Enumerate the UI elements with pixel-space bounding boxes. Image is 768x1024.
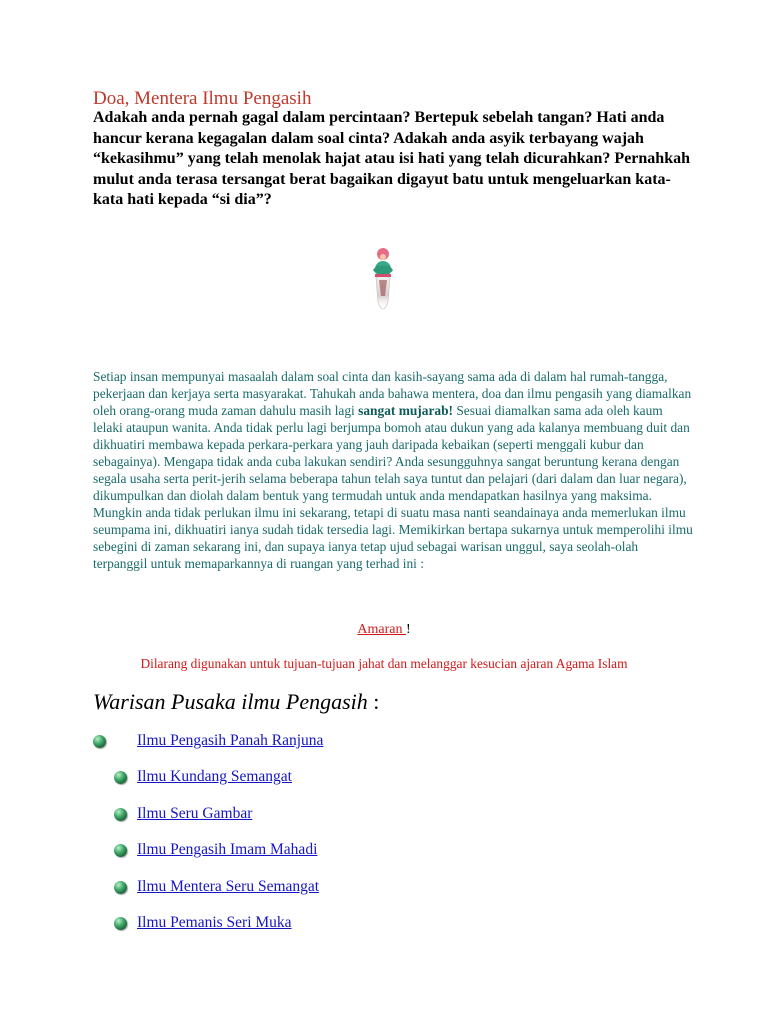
section-heading [93, 688, 379, 716]
green-sphere-bullet-icon [93, 735, 106, 748]
body-paragraph [93, 368, 693, 572]
green-sphere-bullet-icon [114, 808, 127, 821]
link-ilmu-pemanis-seri-muka[interactable]: Ilmu Pemanis Seri Muka [137, 914, 292, 931]
body-paragraph-emphasis: sangat mujarab! [358, 403, 453, 418]
amaran-exclamation: ! [405, 622, 411, 637]
body-paragraph-part1: Setiap insan mempunyai masaalah dalam soal cinta dan kasih-sayang sama ada di dalam hal rumah-tangga, pekerjaan dan kerjaya serta masyarakat. Tahukah anda bahawa mentera, doa dan ilmu pengasih yang diamalkan oleh orang-orang muda zaman dahulu masih lagi [93, 369, 692, 418]
green-sphere-bullet-icon [114, 771, 127, 784]
praying-figure-icon [363, 244, 403, 316]
amaran-link[interactable]: Amaran [357, 622, 406, 637]
link-ilmu-seru-gambar[interactable]: Ilmu Seru Gambar [137, 805, 253, 822]
green-sphere-bullet-icon [114, 881, 127, 894]
page-title: Doa, Mentera Ilmu Pengasih [93, 88, 312, 109]
link-ilmu-mentera-seru-semangat[interactable]: Ilmu Mentera Seru Semangat [137, 878, 320, 895]
warning-text: Dilarang digunakan untuk tujuan-tujuan jahat dan melanggar kesucian ajaran Agama Islam [140, 656, 628, 671]
link-ilmu-kundang-semangat[interactable]: Ilmu Kundang Semangat [137, 768, 292, 785]
section-heading-colon: : [367, 689, 380, 714]
green-sphere-bullet-icon [114, 917, 127, 930]
intro-paragraph: Adakah anda pernah gagal dalam percintaan? Bertepuk sebelah tangan? Hati anda hancur kerana kegagalan dalam soal cinta? Adakah anda asyik terbayang wajah “kekasihmu” yang telah menolak hajat atau isi hati yang telah dicurahkan? Pernahkah mulut anda terasa tersangat berat bagaikan digayut batu untuk mengeluarkan kata-kata hati kepada “si dia”? [93, 109, 690, 208]
amaran-line [0, 622, 768, 638]
link-ilmu-pengasih-imam-mahadi[interactable]: Ilmu Pengasih Imam Mahadi [137, 841, 318, 858]
section-heading-text: Warisan Pusaka ilmu Pengasih [93, 689, 368, 714]
body-paragraph-part2: Sesuai diamalkan sama ada oleh kaum lelaki ataupun wanita. Anda tidak perlu lagi berjumpa bomoh atau dukun yang ada kalanya membuang duit dan dikhuatiri membawa kepada perkara-perkara yang jauh daripada kebaikan (seperti menggali kubur dan sebagainya). Mengapa tidak anda cuba lakukan sendiri? Anda sesungguhnya sangat beruntung kerana dengan segala usaha serta perit-jerih selama beberapa tahun telah saya tuntut dan pelajari (dari dalam dan luar negara), dikumpulkan dan diolah dalam bentuk yang termudah untuk anda mendapatkan hasilnya yang maksima. Mungkin anda tidak perlukan ilmu ini sekarang, tetapi di suatu masa nanti seandainaya anda memerlukan ilmu seumpama ini, dikhuatiri ianya sudah tidak tersedia lagi. Memikirkan bertapa sukarnya untuk memperolihi ilmu sebegini di zaman sekarang ini, dan supaya ianya tetap ujud sebagai warisan unggul, saya seolah-olah terpanggil untuk memaparkannya di ruangan yang terhad ini : [93, 403, 693, 571]
green-sphere-bullet-icon [114, 844, 127, 857]
link-ilmu-pengasih-panah-ranjuna[interactable]: Ilmu Pengasih Panah Ranjuna [137, 732, 324, 749]
